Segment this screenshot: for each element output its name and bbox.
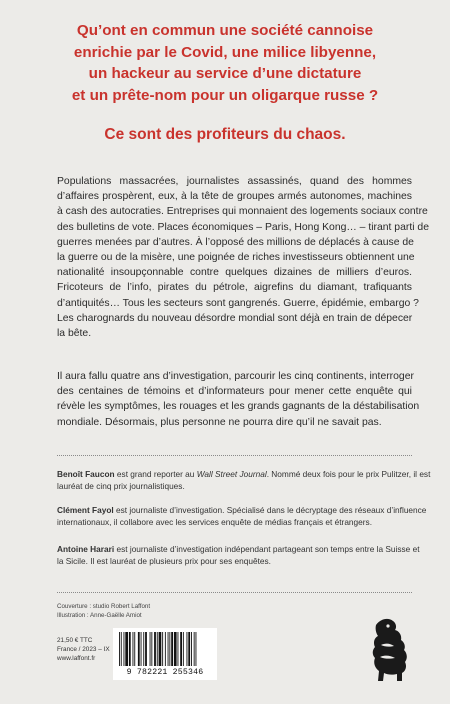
price: 21,50 € TTC xyxy=(57,637,93,644)
barcode-bar xyxy=(121,632,122,666)
barcode-bar xyxy=(119,632,120,666)
barcode-bar xyxy=(133,632,134,666)
text-line: guerres menées par d’autres. À l’opposé des millions de déplacés à cause de xyxy=(57,236,414,248)
text-line: des bulletins de vote. Places économiques – Paris, Hong Kong… – tirant parti de xyxy=(57,221,429,233)
barcode-bar xyxy=(157,632,158,666)
text-line: à cash des autocraties. Entreprises qui monnaient des logements sociaux contre xyxy=(57,206,428,218)
barcode-bar xyxy=(196,632,197,666)
barcode-bar xyxy=(165,632,166,666)
tagline: Ce sont des profiteurs du chaos. xyxy=(104,126,346,143)
barcode-bar xyxy=(169,632,170,666)
barcode-bar xyxy=(162,632,163,666)
barcode-bar xyxy=(168,632,169,666)
barcode-bar xyxy=(124,632,125,666)
bio-text: . Nommé deux fois pour le prix Pulitzer, il est xyxy=(266,469,431,479)
text-line: la guerre ou de la misère, une poignée de riches investisseurs obtiennent une xyxy=(57,252,415,264)
bio-line: la Sicile. Il est lauréat de plusieurs prix pour ses enquêtes. xyxy=(57,556,271,567)
back-cover-headline xyxy=(20,20,430,106)
barcode-bar xyxy=(159,632,162,666)
dotted-divider xyxy=(57,592,412,593)
bio-text: est grand reporter au xyxy=(114,469,197,479)
text-line: nationalité insoupçonnable contre quelques dizaines de milliers d’euros. xyxy=(57,267,412,279)
synopsis-paragraph-2 xyxy=(57,369,420,430)
barcode-bar xyxy=(141,632,142,666)
headline-line: et un prête-nom pour un oligarque russe ? xyxy=(71,86,379,104)
text-line: Les charognards du nouveau désordre mondial sont déjà en train de dépecer xyxy=(57,312,413,324)
price-info xyxy=(57,636,110,664)
barcode-bar xyxy=(187,632,188,666)
text-line: mondiale. Désormais, plus personne ne pourra dire qu’il ne savait pas. xyxy=(57,416,382,428)
illustration-credit: Illustration : Anne-Gaëlle Amiot xyxy=(57,611,142,619)
text-line: la bête. xyxy=(57,328,92,340)
text-line: révèle les symptômes, les rouages et les grands gagnants de la déstabilisation xyxy=(57,401,420,413)
barcode-bar xyxy=(183,632,184,666)
dotted-divider xyxy=(57,455,412,456)
author-name: Antoine Harari xyxy=(57,544,115,554)
bio-text: est journaliste d’investigation indépendant partageant son temps entre la Suisse et xyxy=(114,544,420,554)
synopsis-paragraph-1 xyxy=(57,174,429,341)
isbn-digits: 9 782221 255346 xyxy=(126,668,204,677)
publisher-website: www.laffont.fr xyxy=(57,655,96,663)
publication-name: Wall Street Journal xyxy=(196,469,267,479)
barcode-bar xyxy=(125,632,128,666)
cover-credits xyxy=(57,603,150,620)
barcode-bar xyxy=(138,632,140,666)
barcode-bar xyxy=(143,632,144,666)
headline-line: enrichie par le Covid, une milice libyenne, xyxy=(73,43,377,61)
text-line: Populations massacrées, journalistes assassinés, quand des hommes xyxy=(57,176,412,187)
text-line: des centaines de témoins et d’informateurs pour mener cette enquête qui xyxy=(57,386,412,398)
barcode-bar xyxy=(171,632,173,666)
cover-credit: Couverture : studio Robert Laffont xyxy=(57,603,151,610)
barcode-bar xyxy=(129,632,131,666)
text-line: Il aura fallu quatre ans d’investigation, parcourir les cinq continents, interroger xyxy=(57,371,414,382)
headline-line: Qu’ont en commun une société cannoise xyxy=(76,22,374,39)
barcode-bar xyxy=(188,632,190,666)
author-name: Benoît Faucon xyxy=(57,469,115,479)
text-line: d’affaires prospèrent, eux, à la tête de groupes armés autonomes, machines xyxy=(57,191,412,203)
isbn-barcode xyxy=(113,628,217,680)
barcode-bar xyxy=(194,632,195,666)
text-line: Fricoteurs de l’info, pirates du pétrole, aigrefins du diamant, trafiquants xyxy=(57,282,412,294)
barcode-bar xyxy=(151,632,152,666)
barcode-bar xyxy=(191,632,192,666)
barcode-bar xyxy=(145,632,147,666)
barcode-bar xyxy=(150,632,151,666)
bio-line xyxy=(57,543,420,555)
author-name: Clément Fayol xyxy=(57,505,114,515)
bio-line: lauréat de cinq prix journalistiques. xyxy=(57,481,185,492)
author-bio-fayol xyxy=(57,504,427,528)
robert-laffont-emblem-icon xyxy=(366,615,412,685)
bio-line xyxy=(57,468,431,480)
barcode-bar xyxy=(178,632,179,666)
bio-line: internationaux, il collabore avec les services enquête de médias français et étrangers. xyxy=(57,517,372,528)
barcode-bar xyxy=(174,632,177,666)
barcode-bars xyxy=(117,632,213,668)
headline-line: un hackeur au service d’une dictature xyxy=(88,65,362,82)
bio-text: est journaliste d’investigation. Spécialisé dans le décryptage des réseaux d’influence xyxy=(113,505,427,515)
author-bio-harari xyxy=(57,543,420,567)
barcode-bar xyxy=(154,632,156,666)
text-line: d’antiquités… Tous les secteurs sont gangrenés. Guerre, épidémie, embargo ? xyxy=(57,297,419,309)
edition: France / 2023 – IX xyxy=(57,646,110,654)
bio-line xyxy=(57,504,427,516)
author-bio-faucon xyxy=(57,468,431,492)
barcode-bar xyxy=(134,632,135,666)
barcode-bar xyxy=(180,632,182,666)
